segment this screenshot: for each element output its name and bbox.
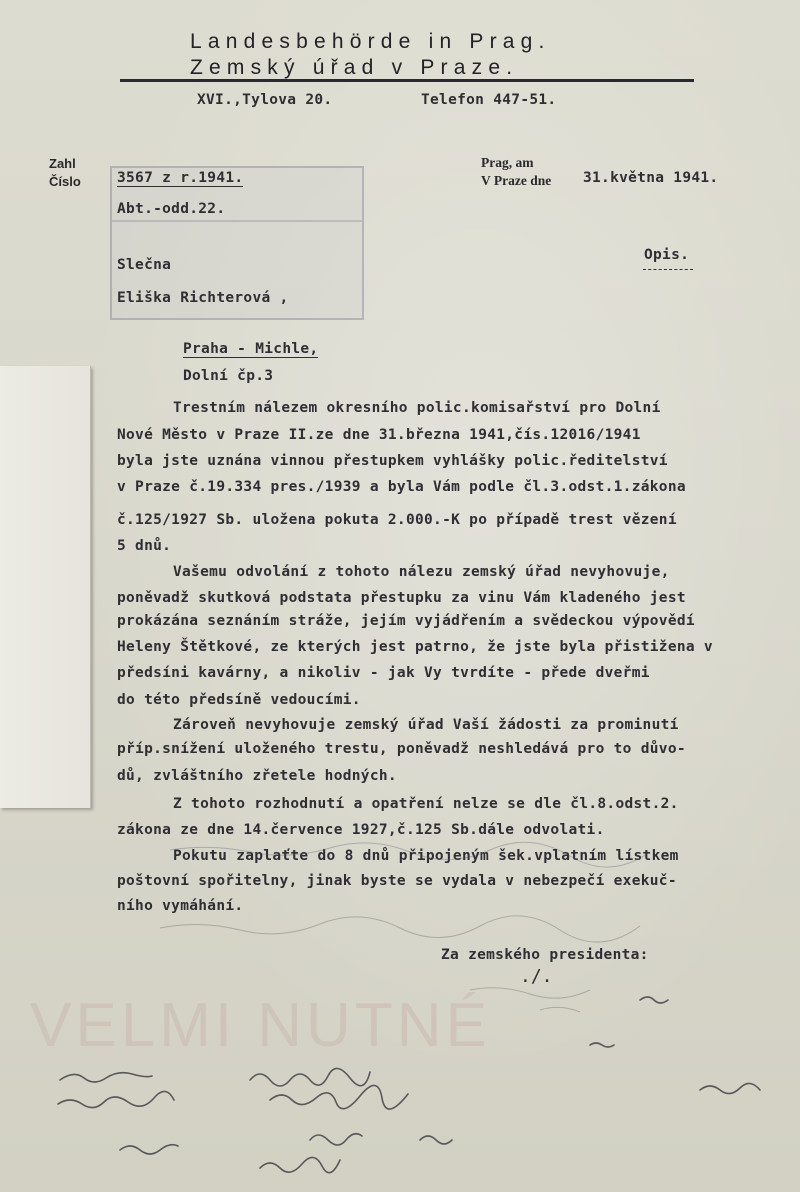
body-line: Z tohoto rozhodnutí a opatření nelze se dle čl.8.odst.2. — [173, 796, 679, 812]
body-line: Nové Město v Praze II.ze dne 31.března 1941,čís.12016/1941 — [117, 427, 641, 443]
body-line: poněvadž skutková podstata přestupku za vinu Vám kladeného jest — [117, 590, 686, 606]
recipient-salutation: Slečna — [117, 257, 172, 273]
body-line: prokázána seznáním stráže, jejím vyjádřením a svědeckou výpovědí — [117, 613, 695, 629]
body-line: Heleny Štětkové, ze kterých jest patrno, že jste byla přistižena v — [117, 639, 713, 655]
body-line: poštovní spořitelny, jinak byste se vydala v nebezpečí exekuč- — [117, 873, 677, 889]
body-line: Vašemu odvolání z tohoto nálezu zemský úřad nevyhovuje, — [173, 564, 670, 580]
body-line: zákona ze dne 14.července 1927,č.125 Sb.dále odvolati. — [117, 822, 605, 838]
body-line: příp.snížení uloženého trestu, poněvadž neshledává pro to důvo- — [117, 741, 686, 757]
signature-line: Za zemského presidenta: — [441, 947, 649, 963]
recipient-street: Dolní čp.3 — [183, 368, 274, 384]
faint-red-stamp-watermark: VELMI NUTNÉ — [30, 991, 491, 1060]
body-line: v Praze č.19.334 pres./1939 a byla Vám podle čl.3.odst.1.zákona — [117, 479, 686, 495]
body-line: do této předsíně vedoucími. — [117, 692, 361, 708]
body-line: ního vymáhání. — [117, 898, 244, 914]
document-date: 31.května 1941. — [583, 170, 719, 186]
body-line: č.125/1927 Sb. uložena pokuta 2.000.-K po případě trest vězení — [117, 512, 677, 528]
reference-number: 3567 z r.1941. — [117, 170, 244, 186]
recipient-city: Praha - Michle, — [183, 341, 319, 357]
signature-mark: ./. — [520, 966, 553, 987]
recipient-name: Eliška Richterová , — [117, 290, 289, 306]
body-line: byla jste uznána vinnou přestupkem vyhlášky polic.ředitelství — [117, 453, 668, 469]
label-cislo: Číslo — [49, 174, 81, 189]
body-line: Trestním nálezem okresního polic.komisařství pro Dolní — [173, 400, 661, 416]
copy-mark: Opis. — [644, 247, 690, 263]
place-label-cs: V Praze dne — [481, 173, 552, 188]
body-line: 5 dnů. — [117, 538, 172, 554]
letterhead-german: Landesbehörde in Prag. — [190, 30, 551, 53]
body-line: dů, zvláštního zřetele hodných. — [117, 768, 397, 784]
place-label-de: Prag, am — [481, 155, 534, 170]
office-phone: Telefon 447-51. — [421, 92, 557, 108]
letterhead-czech: Zemský úřad v Praze. — [190, 56, 519, 79]
office-address: XVI.,Tylova 20. — [197, 92, 333, 108]
body-line: Pokutu zaplaťte do 8 dnů připojeným šek.vplatním lístkem — [173, 848, 679, 864]
body-line: předsíni kavárny, a nikoliv - jak Vy tvrdíte - přede dveřmi — [117, 665, 650, 681]
body-line: Zároveň nevyhovuje zemský úřad Vaší žádosti za prominutí — [173, 717, 679, 733]
label-zahl: Zahl — [49, 156, 76, 171]
department-number: Abt.-odd.22. — [117, 201, 226, 217]
